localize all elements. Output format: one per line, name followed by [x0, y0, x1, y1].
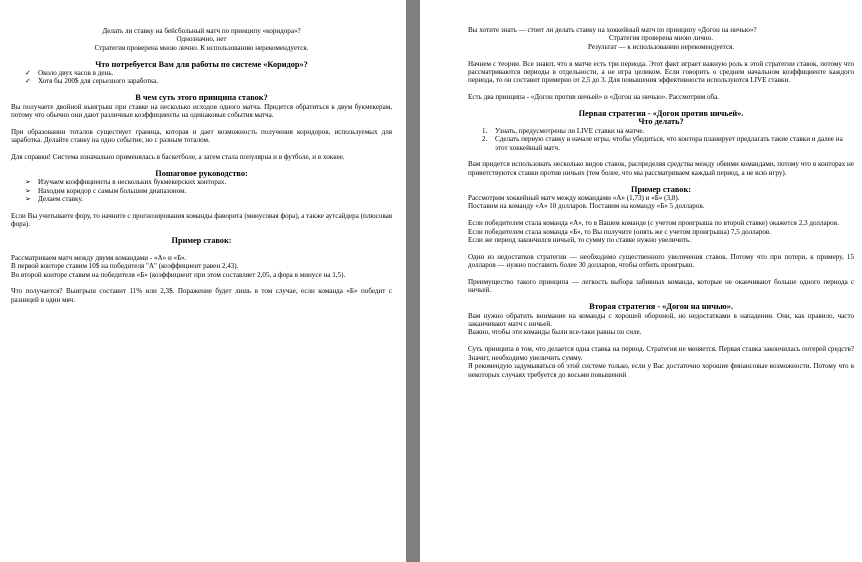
- checkmark-icon: ✓: [25, 77, 31, 86]
- guide-title: Пошаговое руководство:: [155, 168, 248, 178]
- winner-line: Если победителем стала команда «Б», то Вы получите (опять же с учетом проигрыша) 7,5 долларов.: [468, 227, 772, 236]
- example-title: Пример ставок:: [631, 184, 691, 194]
- intro-question: Делать ли ставку на бейсбольный матч по принципу «коридора»?: [102, 27, 301, 35]
- intro-result: Результат — к использованию нерекомендуется.: [587, 42, 735, 51]
- arrow-bullet-icon: ➢: [25, 195, 31, 204]
- advantage-text: Преимущество такого принципа — легкость выбора забивных команда, которые не оканчивают больше одного периода с ничьей.: [468, 278, 854, 295]
- example-line: Во второй конторе ставим на победителя «Б» (коэффициент при этом составляет 2,05, а фора в минусе на 1,5).: [11, 270, 346, 279]
- need-title: Что потребуется Вам для работы по системе «Коридор»?: [95, 59, 308, 69]
- first-strategy-question: Что делать?: [638, 117, 684, 127]
- essence-title: В чем суть этого принципа ставок?: [135, 93, 268, 103]
- final-line: Я рекомендую задумываться об этой системе только, если у Вас достаточно хорошие финансовые возможности. Потому что в некоторых случаях требуется до восьми повышений: [468, 362, 854, 379]
- second-strategy-line: Вам нужно обратить внимание на команды с хорошей обороной, но недостатками в нападении. Они, как правило, часто заканчивают матч с ничьей.: [468, 311, 854, 329]
- list-item: ✓ Хотя бы 200$ для серьезного заработка.: [25, 77, 159, 86]
- arrow-bullet-icon: ➢: [25, 186, 31, 195]
- first-steps-list: [468, 127, 854, 152]
- winner-line: Если же период закончился ничьей, то сумму по ставке нужно увеличить.: [468, 236, 692, 245]
- first-strategy-text: Вам придется использовать несколько видов ставок, распределяя средства между обеими командами, потому что в конторах не приветствуются ставки против ничьих (тем более, что мы рассматриваем каждый период, а не всю игру).: [468, 160, 854, 177]
- example-line: Рассмотрим хоккейный матч между командами «А» (1,73) и «Б» (3,8).: [468, 194, 680, 203]
- intro-note: Стратегия проверена мною лично.: [608, 34, 713, 43]
- final-line: Суть принципа в том, что делается одна ставка на период. Стратегия не меняется. Первая ставка закончилась потерей средств? Значит, необходимо увеличить сумму.: [468, 345, 854, 362]
- principles-text: Есть два принципа - «Догон против ничьей» и «Догон на ничью». Рассмотрим оба.: [468, 93, 720, 102]
- intro-answer: Однозначно, нет: [176, 35, 227, 44]
- arrow-bullet-icon: ➢: [25, 178, 31, 187]
- list-item: 2. Сделать первую ставку в начале игры, чтобы убедиться, что контора планирует предлагать такие ставки и далее на этот хоккейный матч.: [482, 135, 843, 152]
- example-title: Пример ставок:: [171, 236, 232, 246]
- totals-text: При образовании тоталов существует граница, которая и дает возможность получения коридоров, используемых для заработка. Делайте ставку на одно событие, но с разным тоталом.: [11, 127, 392, 145]
- left-page: [0, 0, 406, 562]
- checkmark-icon: ✓: [25, 69, 31, 78]
- guide-list: [11, 178, 392, 203]
- need-list: [11, 69, 392, 86]
- list-item: ➢ Делаем ставку.: [25, 195, 83, 204]
- right-page: [420, 0, 862, 562]
- fora-text: Если Вы учитываете фору, то начните с прогнозирования команды фаворита (минусовая фора), а также аутсайдера (плюсовая фора).: [11, 211, 392, 229]
- intro-question: Вы хотите знать — стоит ли делать ставку на хоккейный матч по принципу «Догон на ничью»?: [468, 26, 757, 34]
- winner-line: Если победителем стала команда «А», то в Вашем команде (с учетом проигрыша по второй ставке) окажется 2,3 долларов.: [468, 219, 839, 228]
- first-strategy-title: Первая стратегия - «Догон против ничьей».: [578, 109, 744, 119]
- drawback-text: Один из недостатков стратегии — необходимо существенного увеличения ставок. Потому что при потери, к примеру, 15 долларов — нужно поставить более 30 долларов, чтобы отбить проигрыш.: [468, 252, 854, 270]
- intro-note: Стратегия проверена мною лично. К использованию нерекомендуется.: [94, 43, 309, 52]
- second-strategy-line: Важно, чтобы эти команды были все-таки равны по силе.: [468, 328, 642, 337]
- list-item: ➢ Изучаем коэффициенты в нескольких букмекерских конторах.: [25, 178, 227, 187]
- example-line: Рассматриваем матч между двумя командами - «А» и «Б».: [11, 253, 187, 262]
- list-item: 1. Узнать, предусмотрены ли LIVE ставки на матче.: [482, 126, 645, 135]
- example-line: В первой конторе ставим 10$ на победителя "А" (коэффициент равен 2,43).: [11, 262, 239, 271]
- list-item: ➢ Находим коридор с самым большим диапазоном.: [25, 186, 187, 195]
- example-line: Поставим на команду «А» 10 долларов. Поставим на команду «Б» 5 долларов.: [468, 202, 705, 211]
- theory-text: Начнем с теории. Все знают, что в матче есть три периода. Этот факт играет важную роль к этой стратегии ставок, потому что рассматриваются периоды в отдельности, а не игра целиком. Если говорить о среднем начальном коэффициенте каждого периода, то он составит примерно от 2,5 до 3. Для повышения эффективности используются LIVE ставки.: [468, 59, 854, 85]
- result-text: Что получается? Выигрыш составит 11% или 2,3$. Поражение будет лишь в том случае, если команда «Б» победит с разницей в один мяч.: [11, 287, 392, 304]
- reference-text: Для справки! Система изначально применялась в баскетболе, а затем стала популярна и в футболе, и в хоккее.: [11, 153, 345, 162]
- list-item: ✓ Около двух часов в день.: [25, 69, 114, 78]
- essence-text: Вы получаете двойной выигрыш при ставке на несколько исходов одного матча. Придется обратиться к двум букмекерам, потому что обычно они дают различные коэффициенты на одинаковые события матча.: [11, 102, 392, 120]
- second-strategy-title: Вторая стратегия - «Догон на ничью».: [589, 302, 733, 312]
